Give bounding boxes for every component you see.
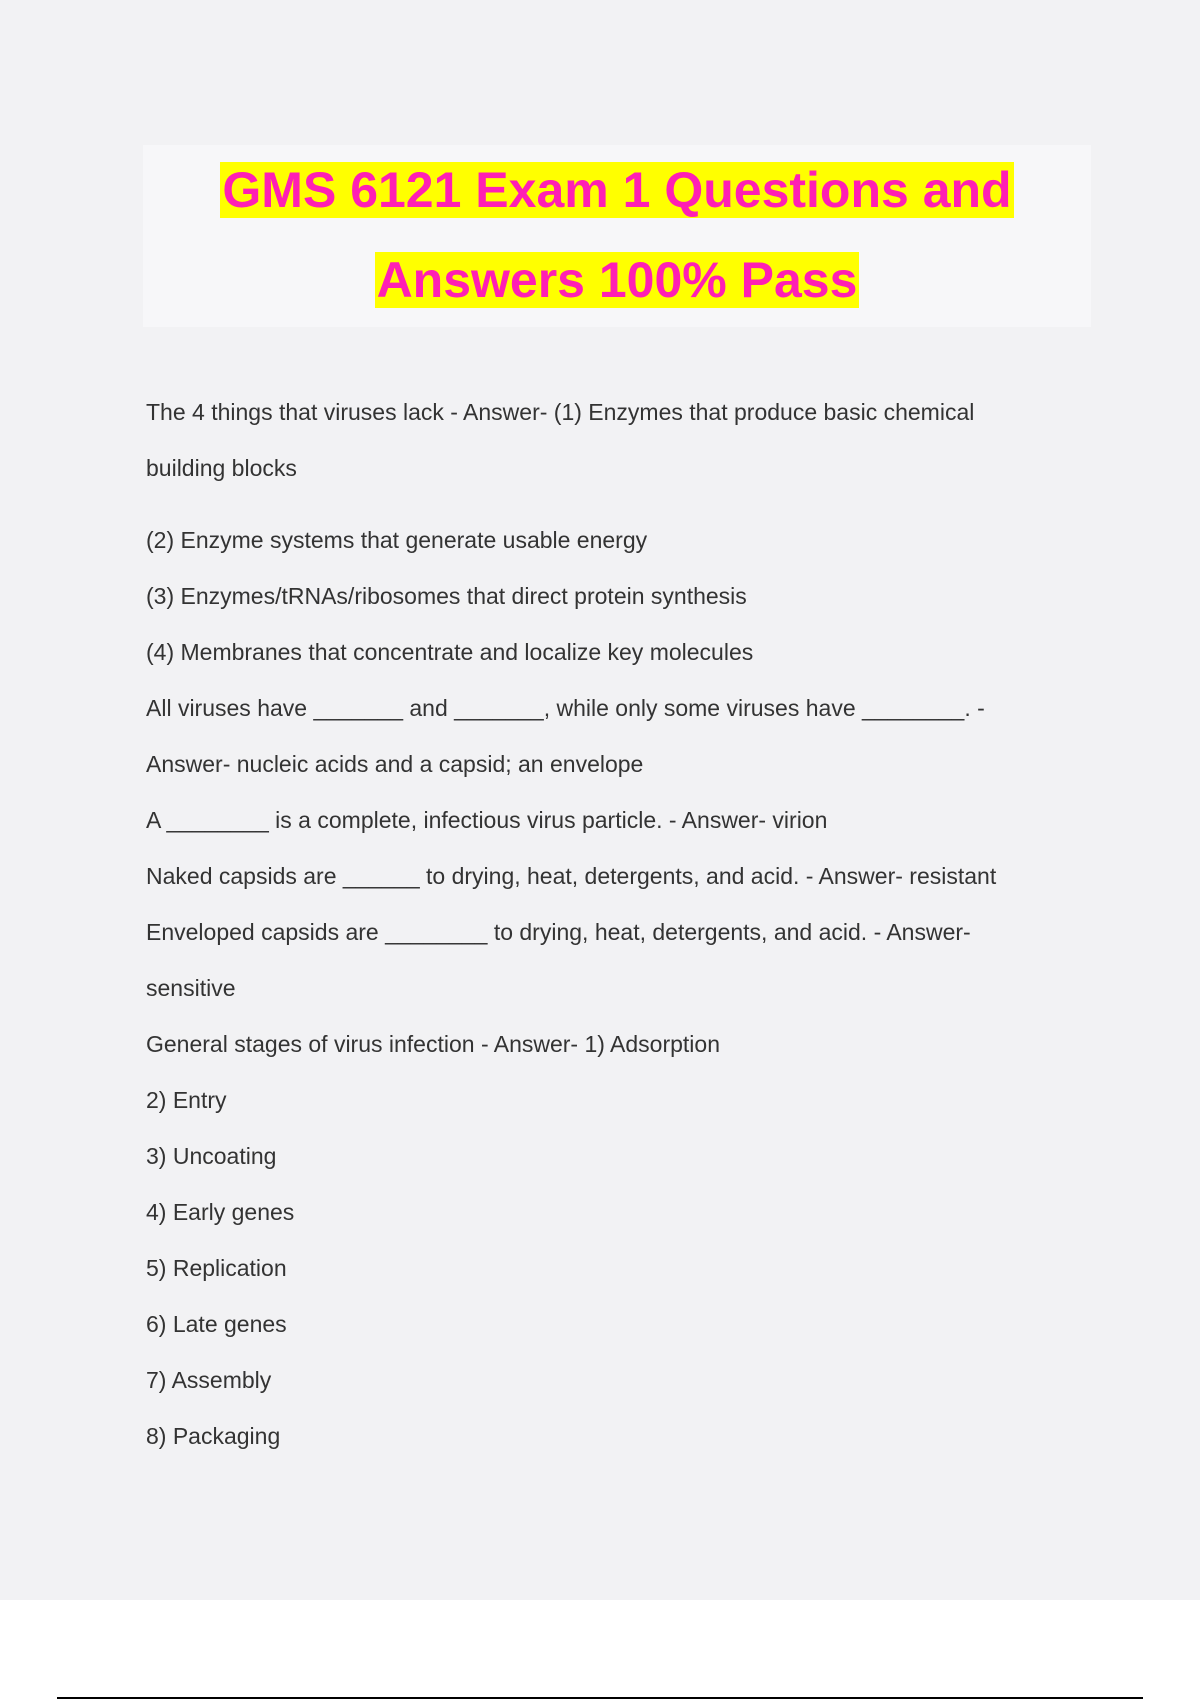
body-line: A ________ is a complete, infectious virus particle. - Answer- virion <box>146 807 828 833</box>
title-line-2 <box>143 235 1091 325</box>
body-line: sensitive <box>146 975 236 1001</box>
body-line: 4) Early genes <box>146 1199 295 1225</box>
title-block <box>143 145 1091 327</box>
title-line-1-text: GMS 6121 Exam 1 Questions and <box>222 162 1012 218</box>
body-line: (3) Enzymes/tRNAs/ribosomes that direct protein synthesis <box>146 583 747 609</box>
body-line: All viruses have _______ and _______, while only some viruses have ________. - <box>146 695 985 721</box>
body-line: General stages of virus infection - Answer- 1) Adsorption <box>146 1031 721 1057</box>
page-bottom-divider <box>57 1697 1143 1699</box>
body-line: Answer- nucleic acids and a capsid; an envelope <box>146 751 644 777</box>
title-line-1 <box>143 145 1091 235</box>
body-line: 2) Entry <box>146 1087 227 1113</box>
body-line: Enveloped capsids are ________ to drying, heat, detergents, and acid. - Answer- <box>146 919 971 945</box>
title-line-2-text: Answers 100% Pass <box>376 252 858 308</box>
document-body <box>146 384 1086 1464</box>
body-line: 6) Late genes <box>146 1311 287 1337</box>
body-line: The 4 things that viruses lack - Answer- (1) Enzymes that produce basic chemical <box>146 399 975 425</box>
body-line: (2) Enzyme systems that generate usable energy <box>146 527 648 553</box>
body-line: 3) Uncoating <box>146 1143 277 1169</box>
body-line: building blocks <box>146 455 297 481</box>
body-line: Naked capsids are ______ to drying, heat, detergents, and acid. - Answer- resistant <box>146 863 997 889</box>
body-line: (4) Membranes that concentrate and localize key molecules <box>146 639 754 665</box>
body-line: 8) Packaging <box>146 1423 281 1449</box>
body-line: 7) Assembly <box>146 1367 272 1393</box>
body-line: 5) Replication <box>146 1255 287 1281</box>
